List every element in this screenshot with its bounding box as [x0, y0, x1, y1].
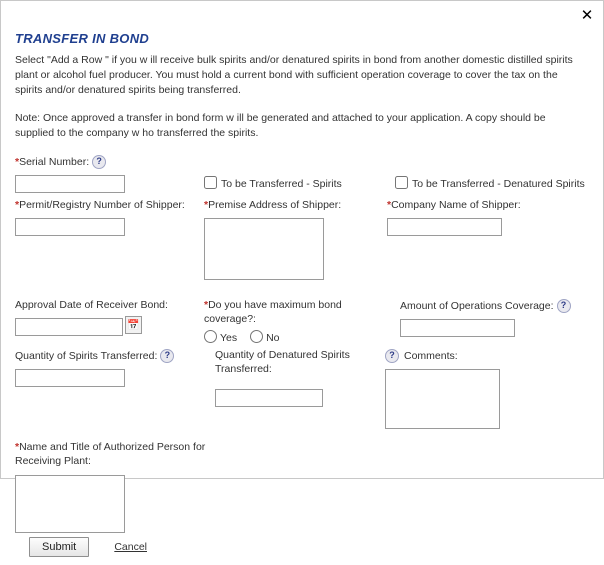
help-icon[interactable]: ? — [92, 155, 106, 169]
quantity-spirits-group — [15, 349, 195, 386]
approval-date-label: Approval Date of Receiver Bond: — [15, 299, 168, 312]
permit-registry-group — [15, 199, 195, 236]
quantity-spirits-label: Quantity of Spirits Transferred: ? — [15, 349, 195, 363]
serial-number-group — [15, 155, 185, 192]
premise-address-label: *Premise Address of Shipper: — [204, 199, 342, 212]
premise-address-textarea[interactable] — [204, 218, 324, 280]
max-bond-coverage-radio-yes[interactable] — [204, 330, 217, 343]
required-marker: * — [15, 155, 20, 168]
to-be-transferred-spirits-checkbox[interactable] — [204, 176, 217, 189]
to-be-transferred-denatured-label: To be Transferred - Denatured Spirits — [412, 178, 585, 191]
max-bond-coverage-option-no[interactable]: No — [250, 332, 279, 344]
max-bond-coverage-group — [204, 299, 394, 344]
page-title: TRANSFER IN BOND — [15, 31, 150, 46]
authorized-person-group — [15, 441, 235, 536]
to-be-transferred-denatured-group[interactable] — [395, 176, 585, 190]
comments-textarea[interactable] — [385, 369, 500, 429]
company-name-group — [387, 199, 587, 236]
max-bond-coverage-label: *Do you have maximum bond coverage?: — [204, 299, 342, 325]
premise-address-group — [204, 199, 389, 283]
quantity-denatured-label: Quantity of Denatured Spirits Transferred: — [215, 349, 350, 375]
authorized-person-label: *Name and Title of Authorized Person for Receiving Plant: — [15, 441, 206, 467]
quantity-spirits-input[interactable] — [15, 369, 125, 387]
authorized-person-textarea[interactable] — [15, 475, 125, 533]
quantity-denatured-input[interactable] — [215, 389, 323, 407]
to-be-transferred-denatured-checkbox[interactable] — [395, 176, 408, 189]
note-text: Note: Once approved a transfer in bond form w ill be generated and attached to your application. A copy should be supplied to the company w ho transferred the spirits. — [15, 111, 546, 139]
intro-text: Select "Add a Row " if you w ill receive bulk spirits and/or denatured spirits in bond from another domestic distilled spirits plant or alcohol fuel producer. You must hold a current bond with sufficient operation coverage to cover the tax on the spirits and/or denatured spirits being transferred. — [15, 54, 573, 97]
company-name-label: *Company Name of Shipper: — [387, 199, 521, 212]
form-actions — [29, 537, 147, 557]
company-name-input[interactable] — [387, 218, 502, 236]
comments-label: ? Comments: — [385, 349, 585, 363]
permit-registry-label: *Permit/Registry Number of Shipper: — [15, 199, 185, 212]
help-icon[interactable]: ? — [385, 349, 399, 363]
dialog-content — [15, 31, 591, 565]
help-icon[interactable]: ? — [557, 299, 571, 313]
max-bond-coverage-option-yes[interactable]: Yes — [204, 332, 237, 344]
comments-group — [385, 349, 585, 431]
to-be-transferred-spirits-label: To be Transferred - Spirits — [221, 178, 342, 191]
max-bond-coverage-radios[interactable] — [204, 330, 394, 344]
help-icon[interactable]: ? — [160, 349, 174, 363]
permit-registry-input[interactable] — [15, 218, 125, 236]
submit-button[interactable]: Submit — [29, 537, 89, 557]
max-bond-coverage-radio-no[interactable] — [250, 330, 263, 343]
operations-coverage-input[interactable] — [400, 319, 515, 337]
approval-date-input[interactable] — [15, 318, 123, 336]
approval-date-group — [15, 299, 195, 336]
quantity-denatured-group — [215, 349, 395, 407]
serial-number-label: *Serial Number: ? — [15, 155, 185, 169]
close-icon[interactable]: ✕ — [580, 7, 594, 24]
operations-coverage-group — [400, 299, 600, 336]
calendar-icon[interactable]: 📅 — [125, 316, 142, 334]
to-be-transferred-spirits-group[interactable] — [204, 176, 342, 190]
operations-coverage-label: Amount of Operations Coverage: ? — [400, 299, 600, 313]
cancel-link[interactable]: Cancel — [114, 541, 147, 554]
serial-number-input[interactable] — [15, 175, 125, 193]
